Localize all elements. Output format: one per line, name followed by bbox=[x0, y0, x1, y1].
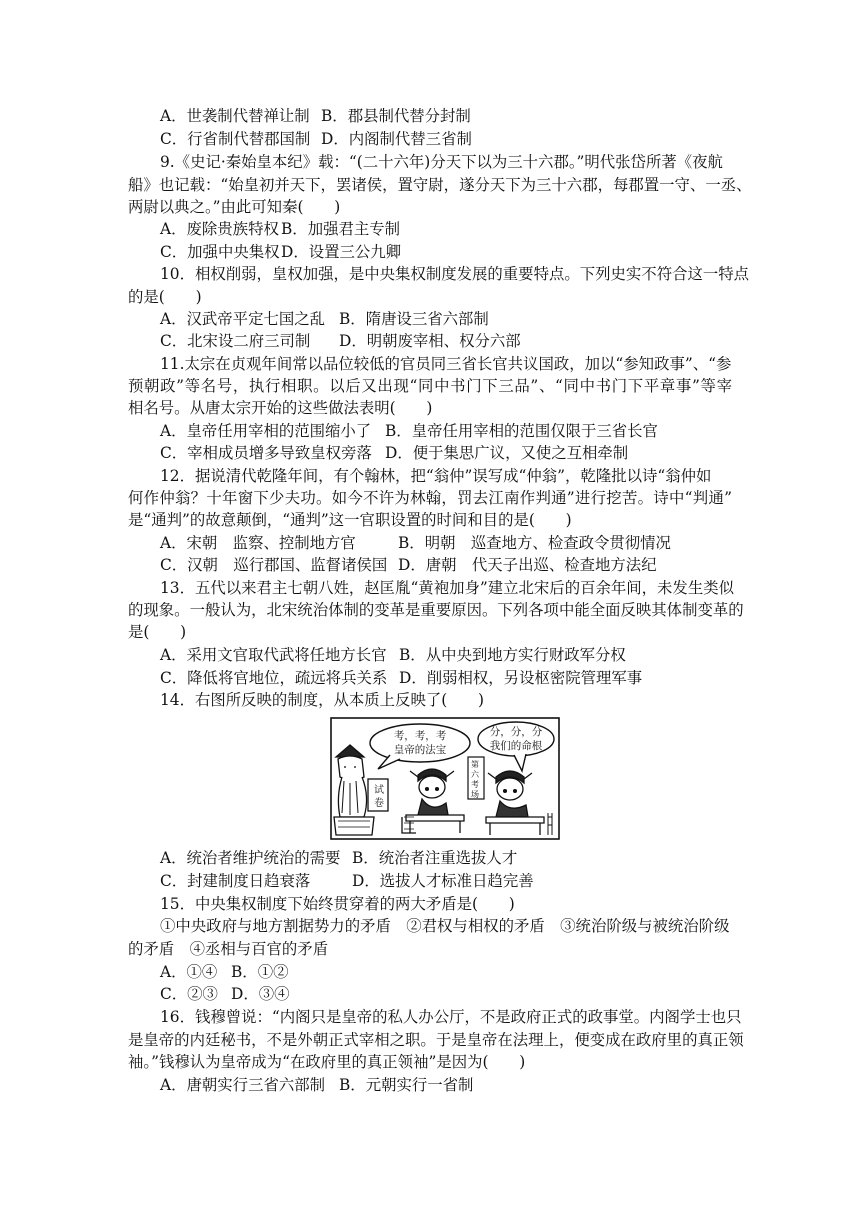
q16-stem-line3 bbox=[0, 1051, 860, 1074]
q15-options-row2 bbox=[0, 983, 860, 1006]
sign-char-2: 六 bbox=[471, 770, 479, 779]
q11-option-c: C．宰相成员增多导致皇权旁落 bbox=[160, 444, 372, 462]
q13-options-row2 bbox=[0, 667, 860, 690]
q13-stem-text: 的现象。一般认为，北宋统治体制的变革是重要原因。下列各项中能全面反映其体制变革的 bbox=[128, 601, 744, 619]
q13-stem-text: 是( ) bbox=[128, 623, 187, 641]
q15-option-d: D．③④ bbox=[231, 985, 290, 1003]
q9-stem-text: 两尉以典之。”由此可知秦( ) bbox=[128, 198, 341, 216]
q9-stem-line1 bbox=[0, 151, 860, 174]
q12-stem-text: 是“通判”的故意颠倒，“通判”这一官职设置的时间和目的是( ) bbox=[128, 511, 572, 529]
q12-stem-text: 何作仲翁？十年窗下少夫功。如今不许为林翰，罚去江南作判通”进行挖苦。诗中“判通” bbox=[128, 489, 732, 507]
q12-option-b: B．明朝 巡查地方、检查政令贯彻情况 bbox=[398, 534, 671, 552]
exam-hall-sign bbox=[468, 757, 484, 799]
q11-stem-line1 bbox=[0, 353, 860, 376]
q14-stem-line1 bbox=[0, 689, 860, 712]
q13-option-c: C．降低将官地位，疏远将兵关系 bbox=[160, 669, 388, 687]
q14-options-row1 bbox=[0, 847, 860, 870]
q10-option-a: A．汉武帝平定七国之乱 bbox=[160, 310, 326, 328]
q9-option-b: B．加强君主专制 bbox=[281, 220, 401, 238]
q10-stem-text: 的是( ) bbox=[128, 288, 202, 306]
q10-option-b: B．隋唐设三省六部制 bbox=[339, 310, 489, 328]
q9-options-row2 bbox=[0, 241, 860, 264]
q13-stem-line2 bbox=[0, 599, 860, 622]
q10-stem-line2 bbox=[0, 286, 860, 309]
q15-stem-line1 bbox=[0, 893, 860, 916]
q15-items-line1 bbox=[0, 915, 860, 938]
q13-option-a: A．采用文官取代武将任地方长官 bbox=[160, 646, 387, 664]
q16-option-a: A．唐朝实行三省六部制 bbox=[160, 1076, 326, 1094]
q11-stem-text: 预朝政”等名号，执行相职。以后又出现“同中书门下三品”、“同中书门下平章事”等宰 bbox=[128, 377, 732, 395]
q15-items-text: ①中央政府与地方割据势力的矛盾 ②君权与相权的矛盾 ③统治阶级与被统治阶级 bbox=[160, 917, 730, 935]
q8-option-b: B．郡县制代替分封制 bbox=[321, 107, 471, 125]
q15-option-a: A．①④ bbox=[160, 963, 218, 981]
q16-options-row1 bbox=[0, 1074, 860, 1097]
q12-option-d: D．唐朝 代天子出巡、检查地方法纪 bbox=[398, 556, 657, 574]
q9-stem-line2 bbox=[0, 174, 860, 197]
q13-option-b: B．从中央到地方实行财政军分权 bbox=[399, 646, 626, 664]
q11-option-b: B．皇帝任用宰相的范围仅限于三省长官 bbox=[385, 422, 658, 440]
q11-stem-text: 相名号。从唐太宗开始的这些做法表明( ) bbox=[128, 399, 433, 417]
q10-options-row2 bbox=[0, 330, 860, 353]
q12-options-row1 bbox=[0, 532, 860, 555]
cartoon-illustration bbox=[330, 717, 560, 840]
q15-options-row1 bbox=[0, 961, 860, 984]
q11-options-row2 bbox=[0, 442, 860, 465]
q15-items-text: 的矛盾 ④丞相与百官的矛盾 bbox=[128, 940, 329, 958]
q14-option-b: B．统治者注重选拔人才 bbox=[352, 849, 518, 867]
q9-stem-text: 9.《史记·秦始皇本纪》载：“(二十六年)分天下以为三十六郡。”明代张岱所著《夜航 bbox=[160, 153, 723, 171]
q9-option-d: D．设置三公九卿 bbox=[281, 243, 402, 261]
q8-option-d: D．内阁制代替三省制 bbox=[321, 130, 472, 148]
q12-stem-line3 bbox=[0, 509, 860, 532]
q8-options-row2 bbox=[0, 128, 860, 151]
q13-options-row1 bbox=[0, 644, 860, 667]
q12-option-a: A．宋朝 监察、控制地方官 bbox=[160, 534, 356, 552]
bubble-left-line2: 皇帝的法宝 bbox=[393, 744, 447, 756]
q9-stem-line3 bbox=[0, 196, 860, 219]
bubble-left-line1: 考，考，考 bbox=[393, 730, 447, 742]
q14-option-c: C．封建制度日趋衰落 bbox=[160, 872, 311, 890]
q13-stem-line3 bbox=[0, 621, 860, 644]
q13-stem-line1 bbox=[0, 577, 860, 600]
paper-char-1: 试 bbox=[374, 785, 384, 796]
q16-stem-text: 袖。”钱穆认为皇帝成为“在政府里的真正领袖”是因为( ) bbox=[128, 1053, 526, 1071]
q12-stem-line2 bbox=[0, 487, 860, 510]
q13-stem-text: 13．五代以来君主七朝八姓，赵匡胤“黄袍加身”建立北宋后的百余年间，未发生类似 bbox=[160, 579, 734, 597]
q10-stem-line1 bbox=[0, 263, 860, 286]
q10-stem-text: 10．相权削弱，皇权加强，是中央集权制度发展的重要特点。下列史实不符合这一特点 bbox=[160, 265, 750, 283]
q14-stem-text: 14．右图所反映的制度，从本质上反映了( ) bbox=[160, 691, 485, 709]
q8-option-a: A．世袭制代替禅让制 bbox=[160, 107, 310, 125]
q11-option-a: A．皇帝任用宰相的范围缩小了 bbox=[160, 422, 372, 440]
q9-option-c: C．加强中央集权 bbox=[160, 243, 280, 261]
q12-option-c: C．汉朝 巡行郡国、监督诸侯国 bbox=[160, 556, 388, 574]
sign-char-3: 考 bbox=[471, 780, 479, 789]
q16-option-b: B．元朝实行一省制 bbox=[339, 1076, 474, 1094]
q16-stem-line2 bbox=[0, 1029, 860, 1052]
q15-option-c: C．②③ bbox=[160, 985, 218, 1003]
exam-paper bbox=[368, 779, 388, 811]
q11-stem-line3 bbox=[0, 397, 860, 420]
q15-items-line2 bbox=[0, 938, 860, 961]
q12-options-row2 bbox=[0, 554, 860, 577]
paper-char-2: 卷 bbox=[374, 798, 384, 809]
q13-option-d: D．削弱相权，另设枢密院管理军事 bbox=[399, 669, 643, 687]
q15-option-b: B．①② bbox=[231, 963, 289, 981]
q9-option-a: A．废除贵族特权 bbox=[160, 220, 279, 238]
q14-option-a: A．统治者维护统治的需要 bbox=[160, 849, 341, 867]
sign-char-1: 第 bbox=[471, 760, 479, 769]
q15-stem-text: 15．中央集权制度下始终贯穿着的两大矛盾是( ) bbox=[160, 895, 515, 913]
q11-options-row1 bbox=[0, 420, 860, 443]
bubble-right-line1: 分，分，分 bbox=[489, 726, 543, 738]
exam-cartoon-figure bbox=[330, 717, 560, 840]
q9-stem-text: 船》也记载：“始皇初并天下，罢诸侯，置守尉，遂分天下为三十六郡，每郡置一守、一丞、 bbox=[128, 176, 752, 194]
bubble-right-line2: 我们的命根 bbox=[489, 740, 543, 752]
q11-stem-text: 11.太宗在贞观年间常以品位较低的官员同三省长官共议国政，加以“参知政事”、“参 bbox=[160, 355, 732, 373]
q16-stem-text: 是皇帝的内廷秘书，不是外朝正式宰相之职。于是皇帝在法理上，便变成在政府里的真正领 bbox=[128, 1031, 744, 1049]
q10-option-d: D．明朝废宰相、权分六部 bbox=[339, 332, 521, 350]
q8-options-row1 bbox=[0, 105, 860, 128]
q10-option-c: C．北宋设二府三司制 bbox=[160, 332, 311, 350]
q11-stem-line2 bbox=[0, 375, 860, 398]
sign-char-4: 场 bbox=[471, 790, 479, 799]
q9-options-row1 bbox=[0, 218, 860, 241]
q11-option-d: D．便于集思广议，又使之互相牵制 bbox=[385, 444, 629, 462]
q10-options-row1 bbox=[0, 308, 860, 331]
q12-stem-text: 12．据说清代乾隆年间，有个翰林，把“翁仲”误写成“仲翁”，乾隆批以诗“翁仲如 bbox=[160, 467, 712, 485]
q8-option-c: C．行省制代替郡国制 bbox=[160, 130, 311, 148]
q16-stem-line1 bbox=[0, 1006, 860, 1029]
q14-option-d: D．选拔人才标准日趋完善 bbox=[352, 872, 534, 890]
q14-options-row2 bbox=[0, 870, 860, 893]
q16-stem-text: 16．钱穆曾说：“内阁只是皇帝的私人办公厅，不是政府正式的政事堂。内阁学士也只 bbox=[160, 1008, 742, 1026]
q12-stem-line1 bbox=[0, 465, 860, 488]
